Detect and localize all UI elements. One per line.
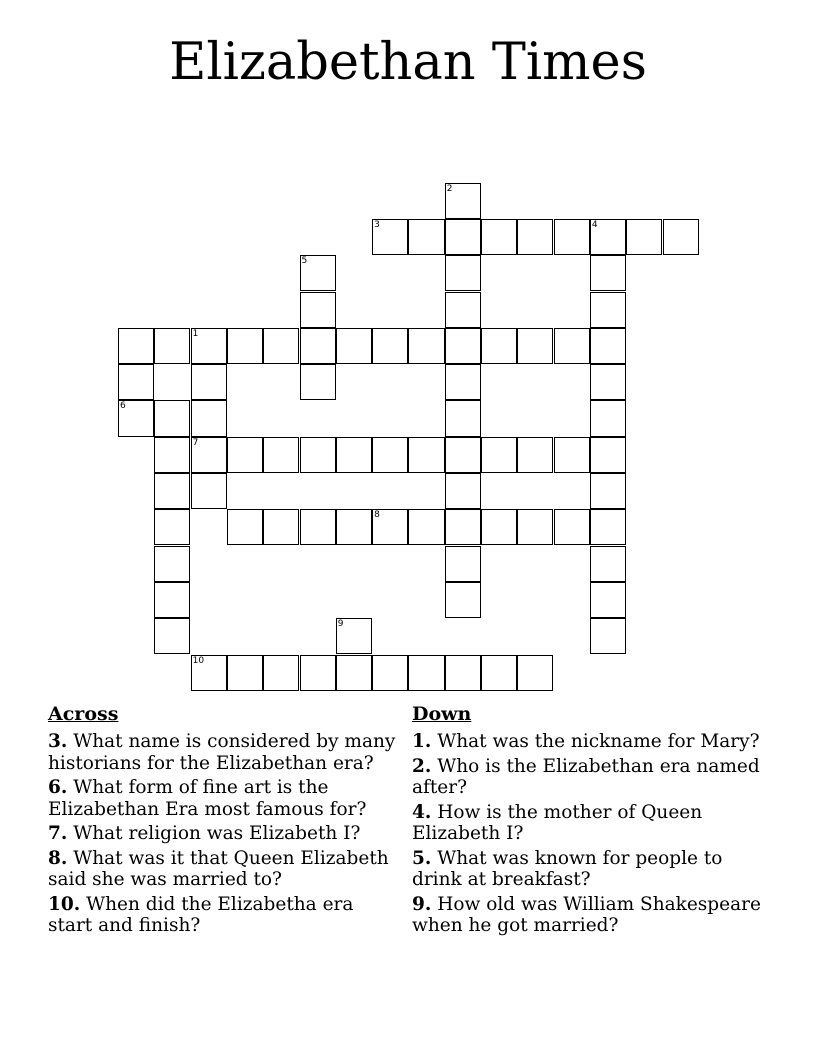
grid-cell[interactable] bbox=[300, 437, 336, 473]
clue-across-7 bbox=[48, 823, 403, 845]
grid-cell[interactable] bbox=[300, 328, 336, 364]
grid-cell[interactable] bbox=[118, 328, 154, 364]
grid-cell[interactable] bbox=[372, 328, 408, 364]
cell-number: 1 bbox=[192, 328, 199, 339]
grid-cell[interactable] bbox=[191, 473, 227, 509]
grid-cell[interactable] bbox=[154, 582, 190, 618]
grid-cell[interactable] bbox=[191, 364, 227, 400]
cell-number: 9 bbox=[337, 619, 344, 630]
grid-cell[interactable] bbox=[554, 437, 590, 473]
clue-down-4 bbox=[412, 802, 772, 845]
grid-cell[interactable] bbox=[626, 219, 662, 255]
grid-cell[interactable] bbox=[154, 509, 190, 545]
grid-cell[interactable] bbox=[336, 328, 372, 364]
grid-cell[interactable] bbox=[554, 509, 590, 545]
down-heading: Down bbox=[412, 703, 472, 725]
clue-number: 6. bbox=[48, 777, 68, 798]
grid-cell[interactable] bbox=[263, 509, 299, 545]
grid-cell[interactable] bbox=[445, 400, 481, 436]
grid-cell[interactable] bbox=[590, 292, 626, 328]
clue-number: 4. bbox=[412, 801, 432, 823]
grid-cell[interactable] bbox=[408, 655, 444, 691]
clue-text: What form of fine art is the Elizabethan Era most famous for? bbox=[48, 777, 367, 820]
clue-across-3 bbox=[48, 731, 403, 774]
grid-cell[interactable] bbox=[191, 437, 227, 473]
grid-cell[interactable] bbox=[590, 219, 626, 255]
grid-cell[interactable] bbox=[408, 437, 444, 473]
grid-cell[interactable] bbox=[336, 509, 372, 545]
cell-number: 4 bbox=[591, 219, 598, 230]
grid-cell[interactable] bbox=[445, 509, 481, 545]
grid-cell[interactable] bbox=[300, 255, 336, 291]
cell-number: 7 bbox=[192, 437, 199, 448]
grid-cell[interactable] bbox=[154, 328, 190, 364]
clue-text: What name is considered by many historians for the Elizabethan era? bbox=[48, 731, 396, 774]
across-clues bbox=[48, 702, 403, 940]
clue-down-2 bbox=[412, 756, 772, 799]
grid-cell[interactable] bbox=[554, 219, 590, 255]
cell-number: 6 bbox=[120, 401, 126, 412]
grid-cell[interactable] bbox=[336, 437, 372, 473]
grid-cell[interactable] bbox=[590, 364, 626, 400]
grid-cell[interactable] bbox=[191, 655, 227, 691]
grid-cell[interactable] bbox=[118, 400, 154, 436]
grid-cell[interactable] bbox=[227, 655, 263, 691]
grid-cell[interactable] bbox=[481, 437, 517, 473]
grid-cell[interactable] bbox=[336, 618, 372, 654]
grid-cell[interactable] bbox=[300, 292, 336, 328]
grid-cell[interactable] bbox=[445, 437, 481, 473]
clue-down-9 bbox=[412, 894, 772, 937]
grid-cell[interactable] bbox=[590, 255, 626, 291]
clue-across-8 bbox=[48, 848, 403, 891]
grid-cell[interactable] bbox=[445, 473, 481, 509]
grid-cell[interactable] bbox=[590, 328, 626, 364]
grid-cell[interactable] bbox=[481, 219, 517, 255]
cell-number: 2 bbox=[446, 183, 453, 194]
clue-across-6 bbox=[48, 777, 403, 820]
grid-cell[interactable] bbox=[227, 437, 263, 473]
clue-number: 9. bbox=[412, 893, 432, 915]
grid-cell[interactable] bbox=[517, 328, 553, 364]
grid-cell[interactable] bbox=[445, 582, 481, 618]
grid-cell[interactable] bbox=[445, 292, 481, 328]
clue-number: 10. bbox=[48, 893, 81, 915]
grid-cell[interactable] bbox=[590, 618, 626, 654]
grid-cell[interactable] bbox=[372, 219, 408, 255]
clue-number: 1. bbox=[412, 731, 432, 752]
grid-cell[interactable] bbox=[336, 655, 372, 691]
grid-cell[interactable] bbox=[154, 437, 190, 473]
grid-cell[interactable] bbox=[445, 655, 481, 691]
cell-number: 5 bbox=[301, 256, 308, 267]
grid-cell[interactable] bbox=[445, 328, 481, 364]
grid-cell[interactable] bbox=[372, 655, 408, 691]
grid-cell[interactable] bbox=[481, 509, 517, 545]
down-clues bbox=[412, 702, 772, 940]
grid-cell[interactable] bbox=[263, 328, 299, 364]
clue-number: 8. bbox=[48, 847, 68, 869]
clue-text: What religion was Elizabeth I? bbox=[73, 823, 361, 844]
grid-cell[interactable] bbox=[154, 546, 190, 582]
grid-cell[interactable] bbox=[590, 437, 626, 473]
grid-cell[interactable] bbox=[590, 582, 626, 618]
grid-cell[interactable] bbox=[445, 364, 481, 400]
clue-text: What was the nickname for Mary? bbox=[437, 731, 760, 752]
clue-number: 7. bbox=[48, 823, 68, 844]
grid-cell[interactable] bbox=[663, 219, 699, 255]
grid-cell[interactable] bbox=[517, 219, 553, 255]
grid-cell[interactable] bbox=[590, 473, 626, 509]
clue-text: How old was William Shakespeare when he got married? bbox=[412, 893, 761, 936]
grid-cell[interactable] bbox=[590, 546, 626, 582]
grid-cell[interactable] bbox=[263, 655, 299, 691]
grid-cell[interactable] bbox=[372, 437, 408, 473]
grid-cell[interactable] bbox=[445, 183, 481, 219]
grid-cell[interactable] bbox=[590, 400, 626, 436]
grid-cell[interactable] bbox=[517, 509, 553, 545]
grid-cell[interactable] bbox=[554, 328, 590, 364]
grid-cell[interactable] bbox=[372, 509, 408, 545]
grid-cell[interactable] bbox=[263, 437, 299, 473]
grid-cell[interactable] bbox=[191, 328, 227, 364]
grid-cell[interactable] bbox=[481, 655, 517, 691]
cell-number: 3 bbox=[374, 219, 380, 230]
grid-cell[interactable] bbox=[517, 655, 553, 691]
grid-cell[interactable] bbox=[408, 328, 444, 364]
clue-text: When did the Elizabetha era start and finish? bbox=[48, 893, 354, 936]
grid-cell[interactable] bbox=[481, 328, 517, 364]
cell-number: 10 bbox=[192, 655, 205, 666]
grid-cell[interactable] bbox=[154, 618, 190, 654]
grid-cell[interactable] bbox=[191, 400, 227, 436]
clue-text: What was known for people to drink at breakfast? bbox=[412, 847, 723, 890]
grid-cell[interactable] bbox=[408, 219, 444, 255]
clue-text: How is the mother of Queen Elizabeth I? bbox=[412, 801, 703, 844]
grid-cell[interactable] bbox=[227, 509, 263, 545]
grid-cell[interactable] bbox=[300, 655, 336, 691]
clue-number: 3. bbox=[48, 731, 68, 752]
grid-cell[interactable] bbox=[118, 364, 154, 400]
cell-number: 8 bbox=[374, 510, 380, 521]
clue-text: Who is the Elizabethan era named after? bbox=[412, 755, 760, 798]
grid-cell[interactable] bbox=[154, 473, 190, 509]
clue-number: 5. bbox=[412, 847, 432, 869]
puzzle-title: Elizabethan Times bbox=[169, 33, 647, 92]
clue-down-5 bbox=[412, 848, 772, 891]
clue-number: 2. bbox=[412, 755, 432, 777]
grid-cell[interactable] bbox=[590, 509, 626, 545]
grid-cell[interactable] bbox=[227, 328, 263, 364]
grid-cell[interactable] bbox=[445, 219, 481, 255]
across-heading: Across bbox=[48, 703, 119, 725]
grid-cell[interactable] bbox=[445, 546, 481, 582]
grid-cell[interactable] bbox=[300, 509, 336, 545]
grid-cell[interactable] bbox=[154, 400, 190, 436]
clue-down-1 bbox=[412, 731, 772, 753]
grid-cell[interactable] bbox=[445, 255, 481, 291]
grid-cell[interactable] bbox=[408, 509, 444, 545]
clue-text: What was it that Queen Elizabeth said she was married to? bbox=[48, 847, 389, 890]
clue-across-10 bbox=[48, 894, 403, 937]
grid-cell[interactable] bbox=[517, 437, 553, 473]
grid-cell[interactable] bbox=[300, 364, 336, 400]
